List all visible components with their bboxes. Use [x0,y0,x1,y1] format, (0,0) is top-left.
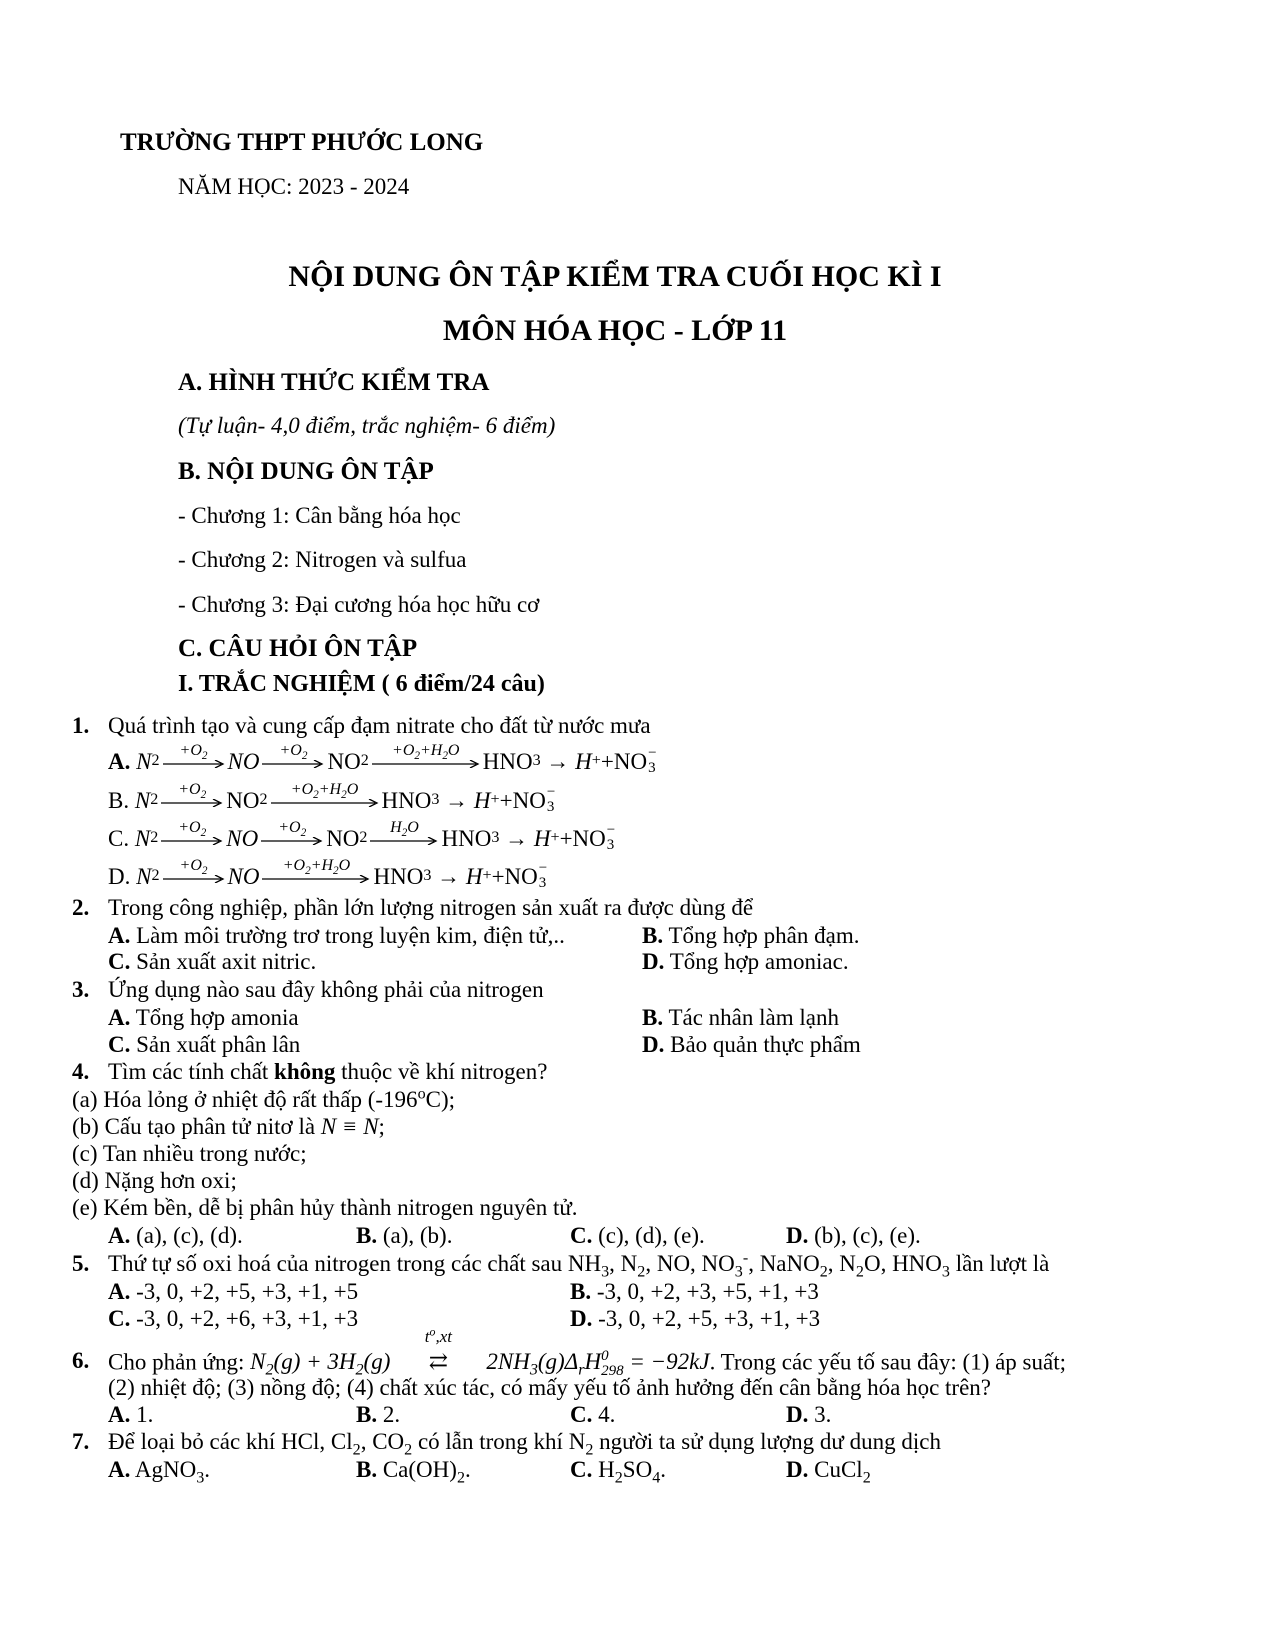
chem-sub: 2 [301,749,308,762]
chem-arrow: → [546,748,570,774]
document-subtitle: MÔN HÓA HỌC - LỚP 11 [442,314,788,347]
option-text: Ca(OH) [382,1457,457,1482]
chem-sub: r [578,1361,585,1379]
reaction-arrow [372,743,480,768]
q7-option-b [356,1457,471,1487]
arrow-condition: +O [279,741,302,759]
arrow-condition: +O [178,818,201,836]
section-a-note: (Tự luận- 4,0 điểm, trắc nghiệm- 6 điểm) [178,413,556,438]
option-label: D. [642,1032,665,1057]
option-label: D. [786,1223,809,1248]
option-text: Bảo quản thực phẩm [670,1032,861,1057]
q3-option-a [108,1006,299,1029]
option-label: A. [108,748,131,774]
chem-plus: + [491,863,505,889]
option-text: Tác nhân làm lạnh [668,1005,839,1030]
eq-part: H [584,1349,602,1375]
q5-text-part: , NaNO [748,1251,820,1276]
degree-sup: o [417,1085,426,1103]
chem-sub: 2 [404,1441,413,1459]
chem-sub: 2 [341,788,347,801]
chem-n: N [134,825,151,851]
q3-option-b [642,1006,839,1029]
arrow-condition: O [447,741,460,759]
option-text: . [204,1457,210,1482]
reaction-arrow [163,858,225,883]
chem-plus: + [499,787,513,813]
q6-text-line2: (2) nhiệt độ; (3) nồng độ; (4) chất xúc tác, có mấy yếu tố ảnh hưởng đến cân bằng hóa học trên? [108,1375,992,1400]
q1-option-c: C. N 2 $+O_2$ NO $+O_2$ NO 2 $H_2O$ HNO 3 → H + + NO − 3 [108,818,616,853]
option-label: C. [108,1306,131,1331]
q1-number: 1. [72,713,90,738]
q1-option-b: B. N 2 $+O_2$ NO 2 $+O_2+H_2O$ HNO 3 → H + + NO − 3 [108,780,556,815]
q4-text-post: thuộc về khí nitrogen? [335,1059,548,1084]
option-label: D. [786,1402,809,1427]
chem-sub: 2 [313,788,319,801]
q3-text: Ứng dụng nào sau đây không phải của nitrogen [108,977,544,1002]
q6-text-part: . Trong các yếu tố sau đây: (1) áp suất; [709,1349,1066,1375]
q5-text-part: , N [609,1251,638,1276]
chem-sub: 2 [855,1263,864,1281]
chem-sub: 2 [614,1469,623,1487]
chem-charge: − [546,784,556,800]
q7-option-a [108,1457,210,1487]
eq-cond-sup: o [429,1324,436,1339]
chem-sub: 2 [333,864,339,877]
chem-hno3: HNO [373,863,424,889]
chem-plus: + [559,825,573,851]
q4-item-a [72,1085,455,1112]
q2-text: Trong công nghiệp, phần lớn lượng nitrogen sản xuất ra được dùng để [108,895,754,920]
q6-option-d [786,1403,831,1426]
arrow-condition: +H [310,856,334,874]
eq-part: (g)Δ [537,1349,579,1375]
reaction-arrow [271,782,379,807]
chem-no3: NO [613,748,648,774]
q3-number: 3. [72,977,90,1002]
q4-item-e: (e) Kém bền, dễ bị phân hủy thành nitrogen nguyên tử. [72,1195,578,1220]
q4-text [108,1060,547,1083]
option-label: B. [356,1402,378,1427]
option-text: Sản xuất phân lân [136,1032,301,1057]
chem-sub: 3 [529,1361,538,1379]
chem-sub: 3 [648,760,656,776]
eq-part: (g) + 3H [273,1349,356,1375]
chem-sub: 3 [196,1469,205,1487]
q5-number: 5. [72,1251,90,1276]
option-text: AgNO [134,1457,197,1482]
chem-sub: 3 [606,837,615,853]
q6-option-a [108,1403,153,1426]
option-label: A. [108,1223,131,1248]
chem-sub: 2 [585,1441,594,1459]
eq-sub: 298 [601,1363,624,1379]
eq-cond: ,xt [435,1327,452,1347]
item-text: ; [378,1114,385,1139]
arrow-condition: +H [318,780,342,798]
option-label: B. [108,787,130,813]
chem-hno3: HNO [482,748,533,774]
option-label: C. [108,825,130,851]
option-text: . [464,1457,471,1482]
option-text: (a), (c), (d). [136,1223,243,1248]
arrow-condition: +O [278,818,301,836]
eq-cond: t [424,1327,430,1347]
reaction-arrow [161,820,223,845]
q7-option-d [786,1457,871,1487]
q2-option-c [108,950,316,973]
section-b-heading: B. NỘI DUNG ÔN TẬP [178,458,434,485]
q6-text-part: Cho phản ứng: [108,1349,251,1375]
option-label: C. [108,949,131,974]
chem-no: NO [226,825,259,851]
q7-text-part: người ta sử dụng lượng dư dung dịch [593,1429,941,1454]
option-text: (b), (c), (e). [814,1223,921,1248]
chem-charge: − [648,745,657,761]
document-title: NỘI DUNG ÔN TẬP KIỂM TRA CUỐI HỌC KÌ I [288,260,942,293]
chem-sub: 2 [414,749,420,762]
q4-option-a [108,1224,243,1247]
option-label: A. [108,1279,131,1304]
chapter-2: - Chương 2: Nitrogen và sulfua [178,547,467,572]
arrow-condition: O [407,818,419,836]
q3-option-c [108,1033,300,1056]
option-text: Tổng hợp amoniac. [669,949,849,974]
option-label: A. [108,1402,131,1427]
q4-option-d [786,1224,921,1247]
chem-arrow: → [445,787,469,813]
chem-no: NO [227,748,260,774]
option-label: A. [108,923,131,948]
q4-text-pre: Tìm các tính chất [108,1059,275,1084]
option-text: H [598,1457,615,1482]
arrow-condition: +H [419,741,443,759]
arrow-condition: O [338,856,351,874]
option-label: B. [570,1279,592,1304]
chem-n: N [136,863,152,889]
chem-sub: 4 [652,1469,661,1487]
item-text: (b) Cấu tạo phân tử nitơ là [72,1114,321,1139]
chem-plus: + [600,748,614,774]
q4-item-b [72,1115,385,1138]
chem-no2: NO [226,787,260,813]
option-label: C. [570,1402,593,1427]
equilibrium-condition [390,1324,486,1347]
option-text: -3, 0, +2, +5, +3, +1, +5 [136,1279,359,1304]
school-year: NĂM HỌC: 2023 - 2024 [178,174,410,199]
arrow-condition: +O [178,780,201,798]
option-text: Tổng hợp amonia [135,1005,299,1030]
chem-h: H [473,787,491,813]
chapter-1: - Chương 1: Cân bằng hóa học [178,503,461,528]
chem-h: H [465,863,483,889]
eq-part: (g) [363,1349,391,1375]
chem-sub: 2 [200,788,207,801]
chem-h: H [533,825,551,851]
chem-charge: − [538,860,548,876]
option-text: (a), (b). [382,1223,453,1248]
chem-n: N [134,787,151,813]
q4-option-c [570,1224,705,1247]
section-c-heading: C. CÂU HỎI ÔN TẬP [178,635,418,662]
q7-text-part: Để loại bỏ các khí HCl, Cl [108,1429,353,1454]
q2-option-a [108,924,565,947]
chem-sub: 2 [456,1469,465,1487]
option-label: D. [108,863,131,889]
chem-sub: 2 [352,1441,361,1459]
q5-option-d [570,1307,820,1330]
chem-sub: 2 [862,1469,871,1487]
chapter-3: - Chương 3: Đại cương hóa học hữu cơ [178,592,540,617]
q7-text-part: có lẫn trong khí N [412,1429,586,1454]
reaction-arrow [161,782,223,807]
option-text: Sản xuất axit nitric. [136,949,317,974]
option-label: C. [108,1032,131,1057]
q6-equation [250,1349,391,1379]
chem-no2: NO [326,825,360,851]
section-c-sub: I. TRẮC NGHIỆM ( 6 điểm/24 câu) [178,671,545,697]
q5-text-part: lần lượt là [949,1251,1050,1276]
option-label: B. [642,1005,664,1030]
q4-number: 4. [72,1059,90,1084]
reaction-arrow [262,743,324,768]
option-label: B. [356,1457,378,1482]
chem-charge: − [606,822,616,838]
q5-text-part: O, HNO [863,1251,942,1276]
chem-no2: NO [327,748,361,774]
triple-bond-formula: N ≡ N [320,1114,379,1139]
option-text: 1. [136,1402,154,1427]
q5-option-b [570,1280,819,1303]
chem-no3: NO [512,787,546,813]
option-label: C. [570,1457,593,1482]
item-text: (a) Hóa lỏng ở nhiệt độ rất thấp (-196 [72,1087,418,1112]
eq-part: 2NH [486,1349,530,1375]
chem-charge: - [742,1249,749,1267]
option-text: 4. [598,1402,616,1427]
chem-sub: 2 [442,749,448,762]
chem-sub: 2 [355,1361,364,1379]
q5-option-a [108,1280,358,1303]
option-text: Làm môi trường trơ trong luyện kim, điện tử,.. [136,923,565,948]
q7-number: 7. [72,1429,90,1454]
q7-text-part: , CO [360,1429,405,1454]
q5-text [108,1249,1050,1281]
chem-sub: 2 [265,1361,274,1379]
option-label: C. [570,1223,593,1248]
chem-sub: 2 [819,1263,828,1281]
q7-text [108,1429,941,1459]
reaction-arrow [370,820,438,845]
option-text: 3. [814,1402,832,1427]
q6-number: 6. [72,1348,90,1373]
q2-option-b [642,924,859,947]
option-text: -3, 0, +2, +3, +5, +1, +3 [596,1279,819,1304]
arrow-condition: +O [282,856,306,874]
q6-product [486,1348,710,1379]
q1-option-a: A. N 2 $+O_2$ NO $+O_2$ NO 2 $+O_2+H_2O$ HNO 3 → H + + NO − 3 [108,741,657,776]
section-a-heading: A. HÌNH THỨC KIỂM TRA [178,369,490,396]
arrow-condition: +O [290,780,314,798]
chem-sub: 3 [601,1263,610,1281]
arrow-condition: O [346,780,359,798]
option-label: A. [108,1005,131,1030]
chem-sub: 2 [637,1263,646,1281]
chem-sub: 2 [305,864,311,877]
q1-option-d: D. N 2 $+O_2$ NO $+O_2+H_2O$ HNO 3 → H + + NO − 3 [108,856,548,891]
q1-text: Quá trình tạo và cung cấp đạm nitrate cho đất từ nước mưa [108,713,651,738]
eq-part: N [250,1349,266,1375]
chem-sub: 2 [300,826,307,839]
option-label: B. [642,923,664,948]
option-text: CuCl [814,1457,863,1482]
reaction-arrow [163,743,225,768]
reaction-arrow [261,820,323,845]
item-text: C); [425,1087,455,1112]
chem-sub: 2 [201,749,208,762]
option-text: . [660,1457,666,1482]
eq-part: = −92kJ [623,1349,710,1375]
option-text: -3, 0, +2, +6, +3, +1, +3 [136,1306,359,1331]
chem-arrow: → [437,863,461,889]
arrow-condition: +O [179,741,202,759]
chem-sub: 2 [200,826,207,839]
chem-no3: NO [572,825,606,851]
eq-sup: 0 [601,1348,609,1364]
option-label: B. [356,1223,378,1248]
chem-n: N [136,748,152,774]
q7-option-c [570,1457,666,1487]
q5-text-part: , N [827,1251,856,1276]
option-text: (c), (d), (e). [598,1223,705,1248]
chem-hno3: HNO [381,787,432,813]
reaction-arrow [262,858,370,883]
q4-item-d: (d) Nặng hơn oxi; [72,1168,237,1193]
q5-text-part: , NO, NO [645,1251,735,1276]
q2-number: 2. [72,895,90,920]
chem-hno3: HNO [441,825,492,851]
arrow-condition: +O [392,741,415,759]
q6-option-c [570,1403,615,1426]
option-label: D. [642,949,665,974]
chem-no3: NO [504,863,538,889]
option-label: A. [108,1457,131,1482]
arrow-condition: H [390,818,402,836]
q2-option-d [642,950,849,973]
chem-sub: 2 [201,864,208,877]
q6-option-b [356,1403,400,1426]
eq-symbol: ⇄ [428,1349,449,1375]
option-text: Tổng hợp phân đạm. [668,923,860,948]
q4-text-bold: không [274,1059,336,1084]
option-label: D. [786,1457,809,1482]
q4-item-c: (c) Tan nhiều trong nước; [72,1141,307,1166]
chem-arrow: → [505,825,529,851]
chem-sub: 3 [546,799,555,815]
equilibrium-arrow [390,1324,486,1375]
q5-text-part: Thứ tự số oxi hoá của nitrogen trong các chất sau NH [108,1251,602,1276]
q3-option-d [642,1033,861,1056]
option-label: D. [570,1306,593,1331]
chem-no: NO [227,863,260,889]
chem-sub: 3 [538,875,547,891]
chem-sub: 3 [941,1263,950,1281]
q5-option-c [108,1307,358,1330]
arrow-condition: +O [179,856,202,874]
option-text: SO [622,1457,653,1482]
chem-sub: 2 [401,826,408,839]
option-text: -3, 0, +2, +5, +3, +1, +3 [598,1306,821,1331]
chem-sub: 3 [734,1263,743,1281]
option-text: 2. [382,1402,401,1427]
q4-option-b [356,1224,452,1247]
chem-h: H [575,748,592,774]
school-name: TRƯỜNG THPT PHƯỚC LONG [120,129,484,156]
